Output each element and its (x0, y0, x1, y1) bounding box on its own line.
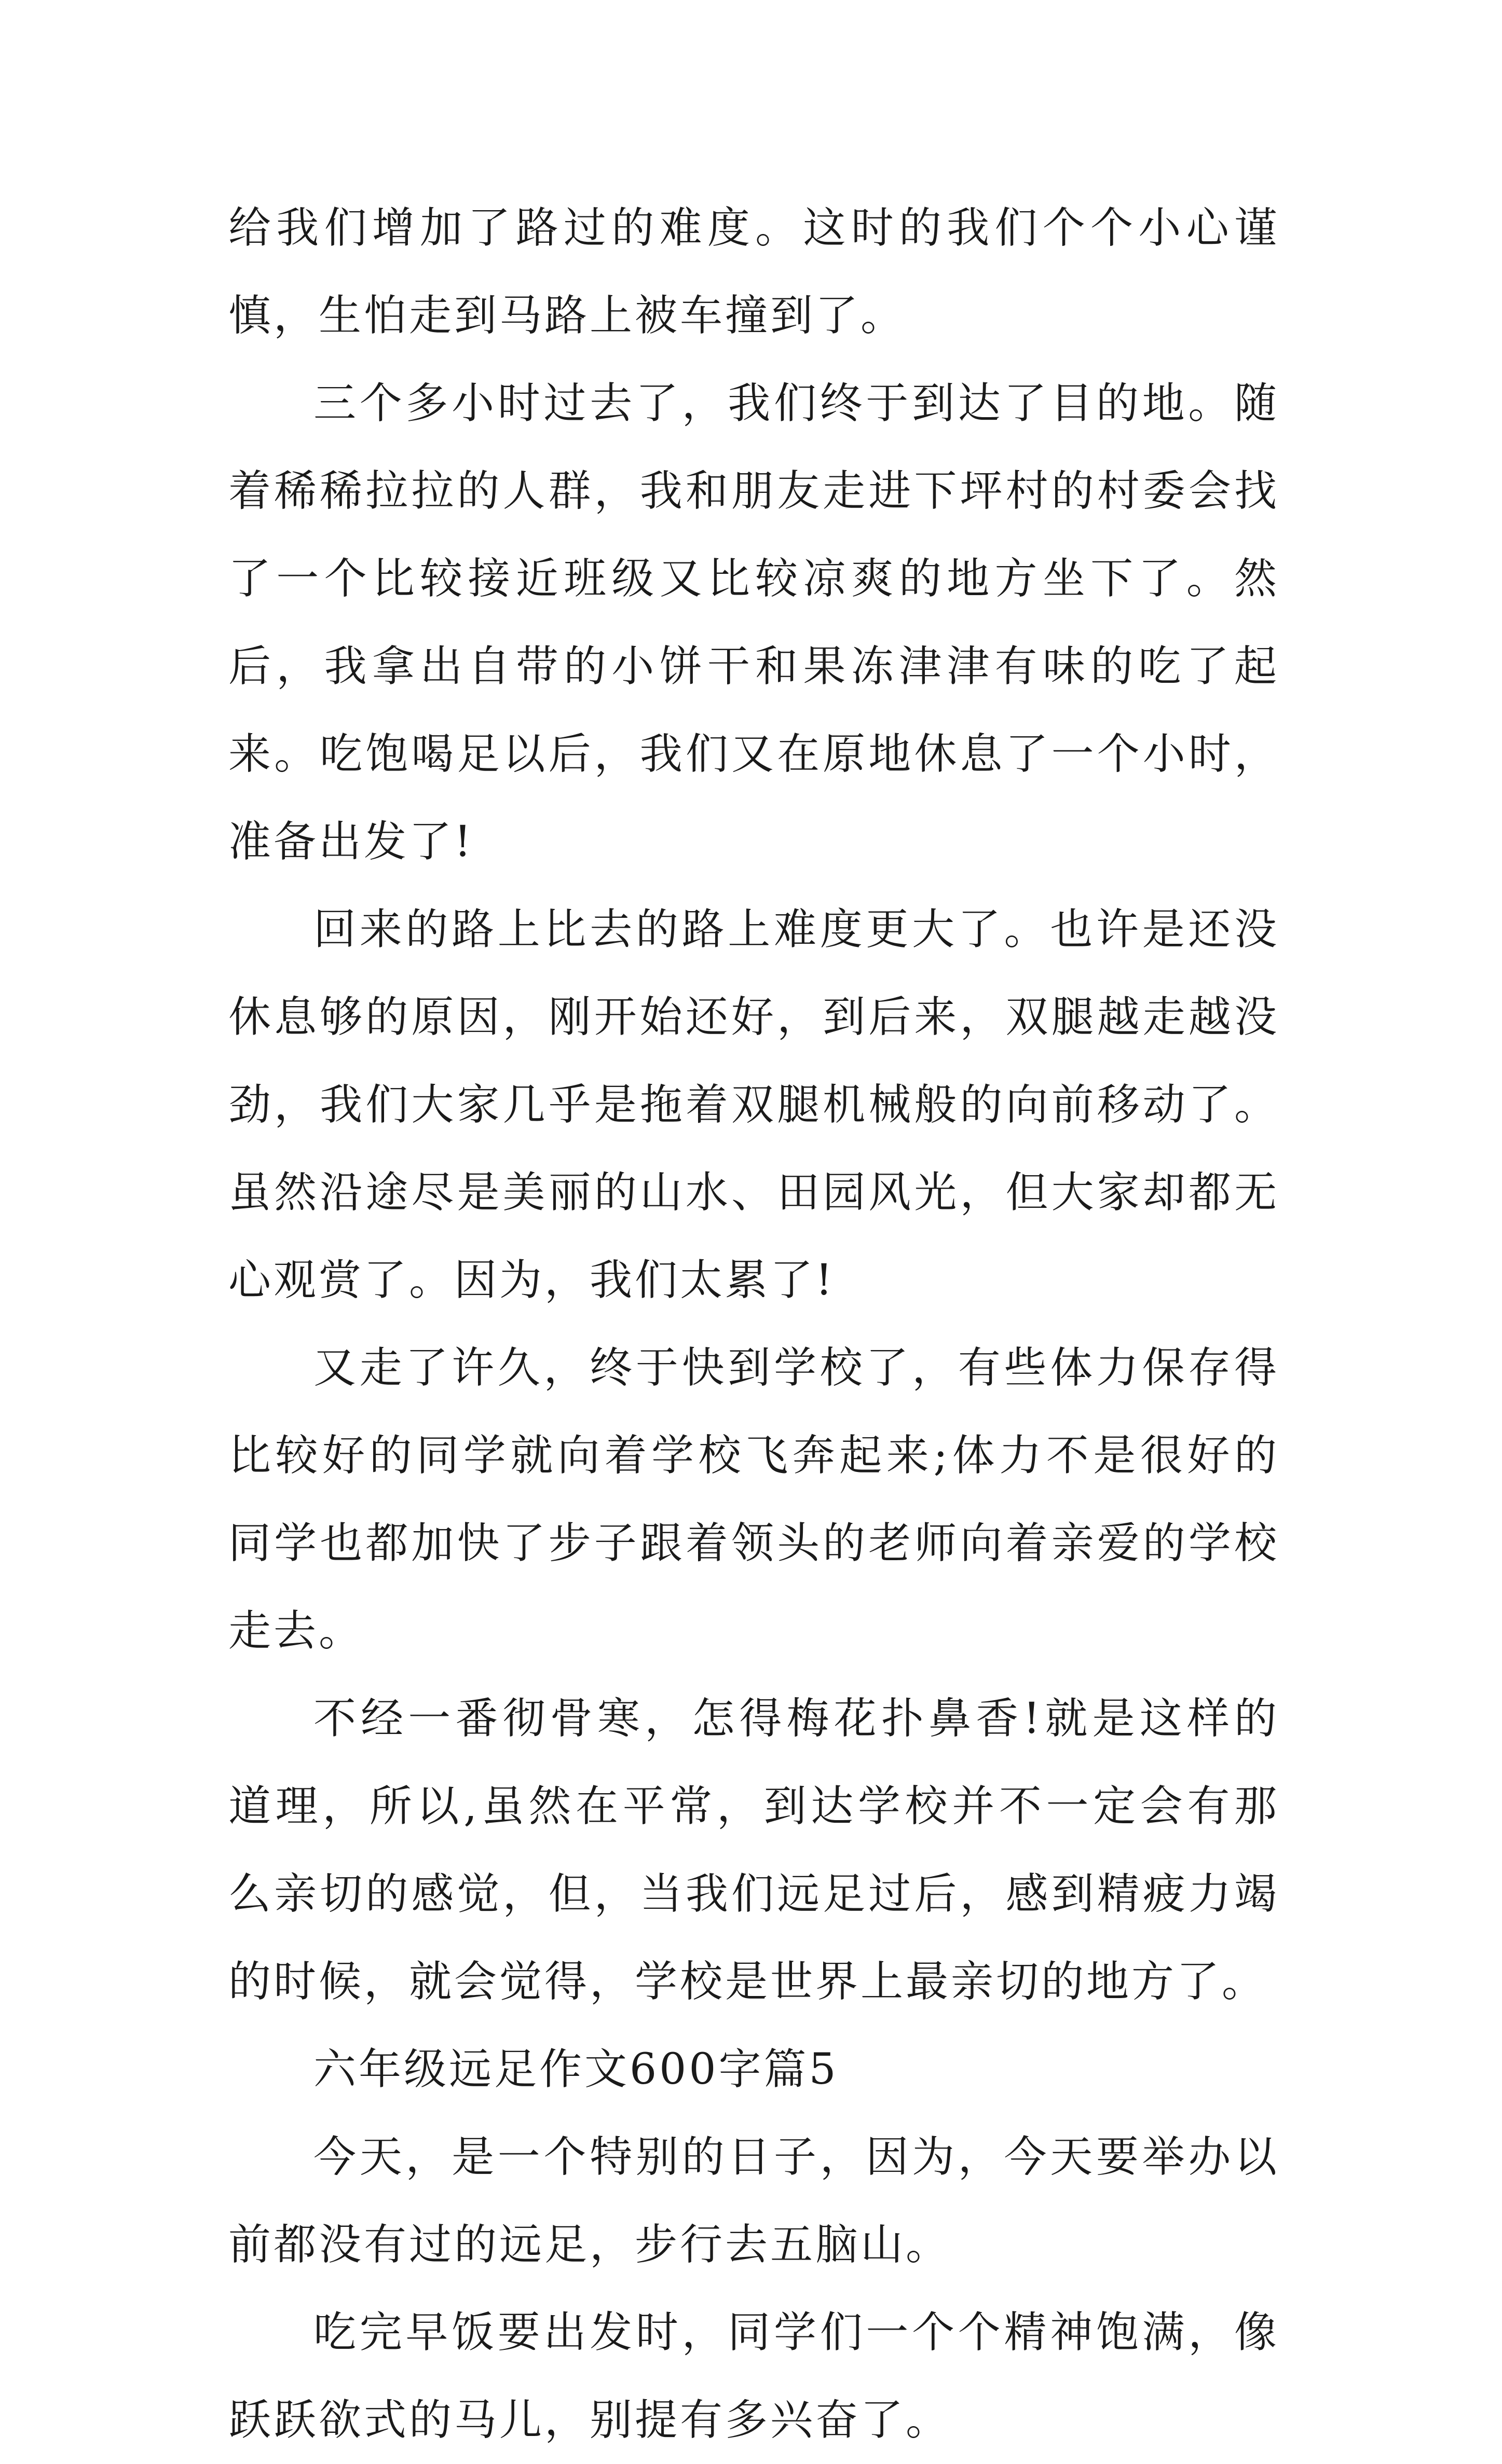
paragraph: 今天，是一个特别的日子，因为，今天要举办以前都没有过的远足，步行去五脑山。 (228, 2132, 1279, 2269)
section-heading: 六年级远足作文600字篇5 (313, 2045, 839, 2094)
paragraph: 不经一番彻骨寒，怎得梅花扑鼻香!就是这样的道理，所以,虽然在平常，到达学校并不一定会有那么亲切的感觉，但，当我们远足过后，感到精疲力竭的时候，就会觉得，学校是世界上最亲切的地方了。 (228, 1694, 1279, 2006)
paragraph: 吃完早饭要出发时，同学们一个个精神饱满，像跃跃欲式的马儿，别提有多兴奋了。 (228, 2308, 1279, 2445)
paragraph: 又走了许久，终于快到学校了，有些体力保存得比较好的同学就向着学校飞奔起来;体力不是很好的同学也都加快了步子跟着领头的老师向着亲爱的学校走去。 (228, 1343, 1279, 1656)
paragraph-continuation: 给我们增加了路过的难度。这时的我们个个小心谨慎，生怕走到马路上被车撞到了。 (228, 203, 1279, 340)
paragraph: 回来的路上比去的路上难度更大了。也许是还没休息够的原因，刚开始还好，到后来，双腿越走越没劲，我们大家几乎是拖着双腿机械般的向前移动了。虽然沿途尽是美丽的山水、田园风光，但大家却都无心观赏了。因为，我们太累了! (228, 905, 1279, 1305)
document-body (228, 184, 1279, 2464)
paragraph: 三个多小时过去了，我们终于到达了目的地。随着稀稀拉拉的人群，我和朋友走进下坪村的村委会找了一个比较接近班级又比较凉爽的地方坐下了。然后，我拿出自带的小饼干和果冻津津有味的吃了起来。吃饱喝足以后，我们又在原地休息了一个小时，准备出发了! (228, 379, 1279, 866)
